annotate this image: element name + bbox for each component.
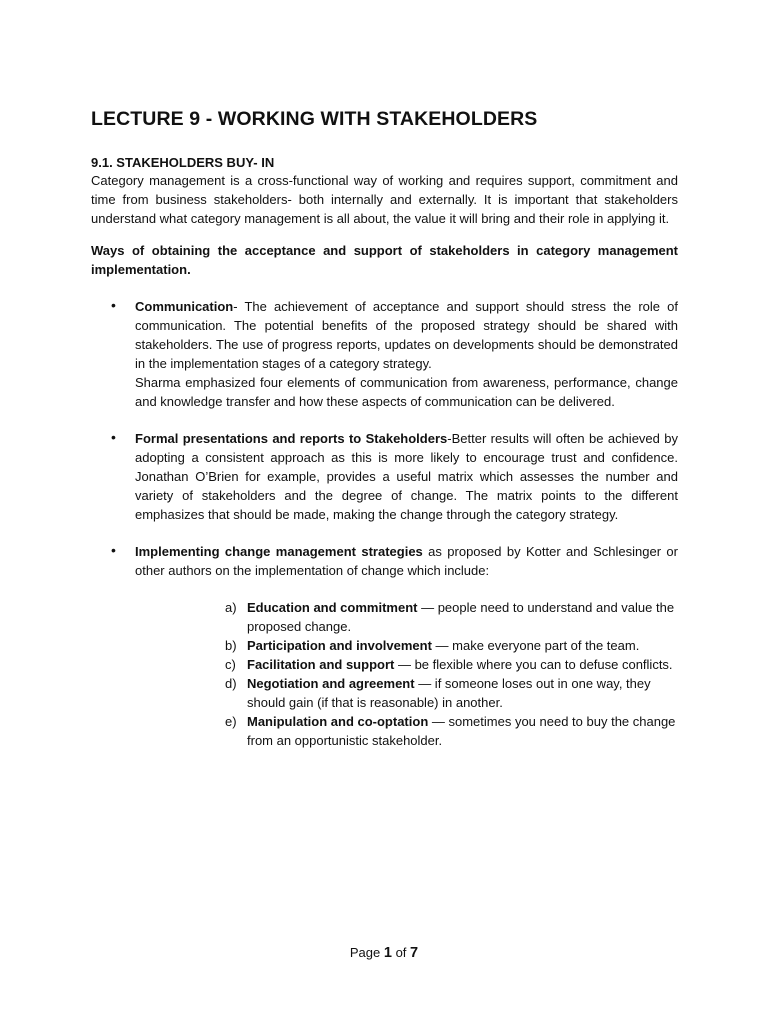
- sub-list-term: Participation and involvement: [247, 638, 432, 653]
- bullet-list: [91, 297, 678, 750]
- section-heading: 9.1. STAKEHOLDERS BUY- IN: [91, 155, 275, 170]
- intro-paragraph: Category management is a cross-functional way of working and requires support, commitment and time from business stakeholders- both internally and externally. It is important that stakeholders understand what category management is all about, the value it will bring and their role in applying it.: [91, 173, 678, 226]
- bullet-text: as proposed by Kotter and Schlesinger or other authors on the implementation of change which include:: [135, 544, 678, 578]
- sub-list-text: — be flexible where you can to defuse conflicts.: [394, 657, 673, 672]
- sub-list-term: Manipulation and co-optation: [247, 714, 429, 729]
- page-content: [91, 108, 678, 750]
- ways-heading: Ways of obtaining the acceptance and support of stakeholders in category management implementation.: [91, 243, 678, 277]
- sub-list-text: — sometimes you need to buy the change from an opportunistic stakeholder.: [247, 714, 676, 748]
- bullet-marker: •: [111, 542, 116, 558]
- list-item: [91, 429, 678, 524]
- sub-list: [135, 598, 678, 750]
- current-page-number: 1: [383, 945, 392, 961]
- sub-list-text: — people need to understand and value the proposed change.: [247, 600, 675, 634]
- bullet-text: - The achievement of acceptance and support should stress the role of communication. The potential benefits of the proposed strategy should be shared with stakeholders. The use of progress reports, updates on developments should be demonstrated in the implementation stages of a category strategy.: [135, 299, 678, 371]
- bullet-term: Formal presentations and reports to Stakeholders: [135, 431, 448, 446]
- sub-list-item: [135, 598, 678, 636]
- bullet-paragraph: [135, 542, 678, 580]
- sub-list-term: Education and commitment: [247, 600, 418, 615]
- bullet-extra-paragraph: Sharma emphasized four elements of communication from awareness, performance, change and knowledge transfer and how these aspects of communication can be delivered.: [135, 375, 678, 409]
- total-pages-number: 7: [410, 945, 419, 961]
- sub-list-marker: e): [225, 714, 237, 729]
- sub-list-item: [135, 674, 678, 712]
- sub-list-marker: b): [225, 638, 237, 653]
- bullet-text: -Better results will often be achieved by adopting a consistent approach as this is more likely to encourage trust and confidence. Jonathan O’Brien for example, provides a useful matrix which assesses the number and variety of stakeholders and the degree of change. The matrix points to the different emphasizes that should be made, making the change through the category strategy.: [135, 431, 678, 522]
- sub-list-marker: c): [225, 657, 236, 672]
- sub-list-marker: a): [225, 600, 237, 615]
- bullet-marker: •: [111, 297, 116, 313]
- bullet-marker: •: [111, 429, 116, 445]
- list-item: [91, 297, 678, 411]
- sub-list-term: Negotiation and agreement: [247, 676, 415, 691]
- page-footer: [0, 945, 768, 961]
- sub-list-item: [135, 636, 678, 655]
- bullet-paragraph: [135, 429, 678, 524]
- sub-list-term: Facilitation and support: [247, 657, 395, 672]
- sub-list-text: — make everyone part of the team.: [431, 638, 640, 653]
- sub-list-text: — if someone loses out in one way, they should gain (if that is reasonable) in another.: [247, 676, 651, 710]
- sub-list-marker: d): [225, 676, 237, 691]
- page-label: Page: [349, 945, 384, 960]
- bullet-term: Communication: [135, 299, 234, 314]
- lecture-title: LECTURE 9 - WORKING WITH STAKEHOLDERS: [91, 108, 538, 130]
- sub-list-item: [135, 655, 678, 674]
- list-item: [91, 542, 678, 750]
- sub-list-item: [135, 712, 678, 750]
- bullet-term: Implementing change management strategies: [135, 544, 423, 559]
- of-label: of: [391, 945, 411, 960]
- bullet-paragraph: [135, 297, 678, 373]
